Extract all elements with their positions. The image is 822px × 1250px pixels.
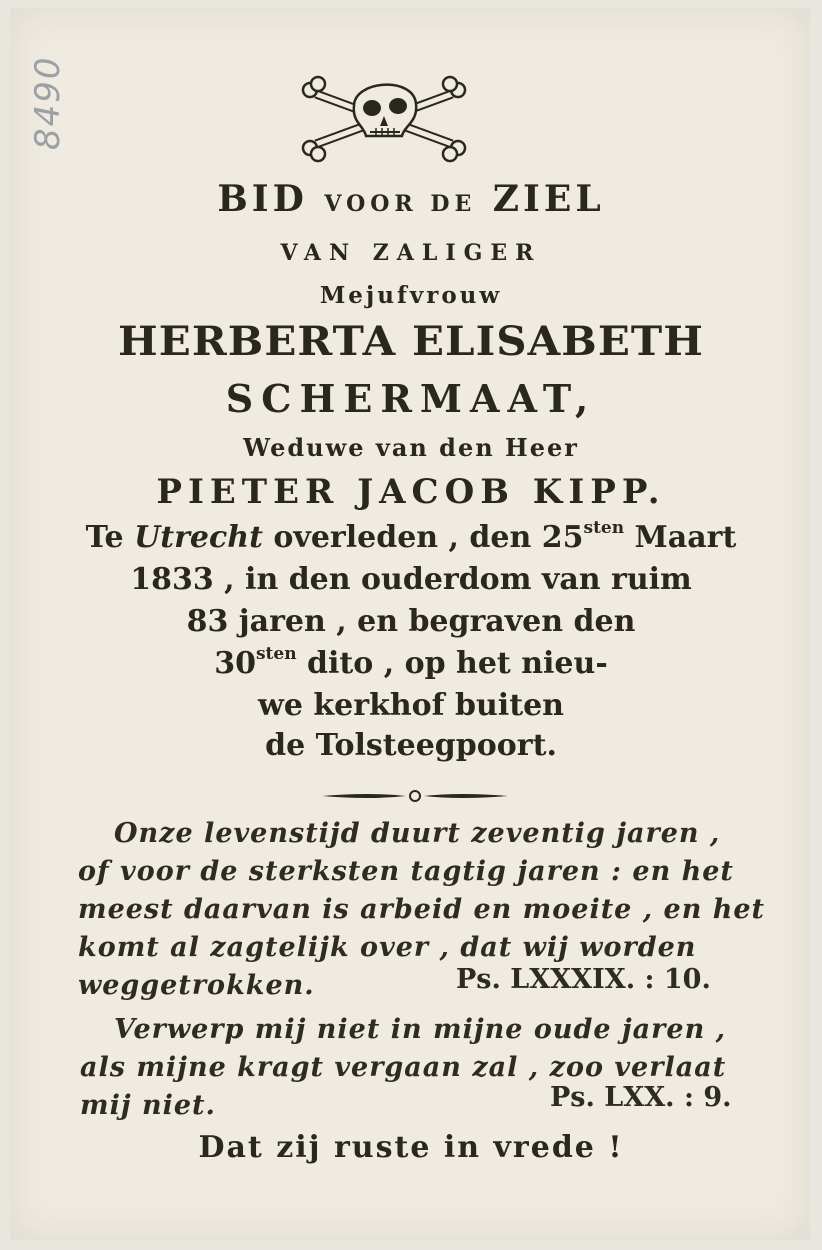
verse2-line: Verwerp mij niet in mijne oude jaren , bbox=[114, 1014, 727, 1045]
honorific: Mejufvrouw bbox=[319, 282, 503, 309]
verse2-line: als mijne kragt vergaan zal , zoo verlaat bbox=[80, 1052, 727, 1083]
verse1-line: of voor de sterksten tagtig jaren : en het bbox=[78, 856, 734, 887]
title-line: BID VOOR DE ZIEL bbox=[217, 178, 605, 220]
deceased-surname: SCHERMAAT, bbox=[225, 376, 597, 421]
skull-and-crossbones-icon bbox=[296, 66, 472, 166]
death-place-date: Te Utrecht overleden , den $25^{sten}$ Maart bbox=[85, 518, 737, 555]
archive-number: 8490 bbox=[28, 55, 68, 150]
verse1-reference: Ps. LXXXIX. : 10. bbox=[456, 964, 711, 995]
cemetery-line: we kerkhof buiten bbox=[258, 688, 564, 723]
burial-line: 83 jaren , en begraven den bbox=[186, 604, 636, 639]
verse1-line: weggetrokken. bbox=[78, 970, 315, 1001]
verse1-line: Onze levenstijd duurt zeventig jaren , bbox=[114, 818, 721, 849]
gate-line: de Tolsteegpoort. bbox=[265, 728, 557, 763]
verse1-line: meest daarvan is arbeid en moeite , en het bbox=[78, 894, 766, 925]
verse2-reference: Ps. LXX. : 9. bbox=[550, 1082, 732, 1113]
ornamental-divider bbox=[320, 786, 510, 806]
death-age-line: 1833 , in den ouderdom van ruim bbox=[130, 562, 692, 597]
verse1-line: komt al zagtelijk over , dat wij worden bbox=[78, 932, 697, 963]
burial-date-line: $30^{sten}$ dito , op het nieu- bbox=[214, 644, 608, 681]
closing-prayer: Dat zij ruste in vrede ! bbox=[198, 1130, 624, 1165]
subtitle-line: VAN ZALIGER bbox=[280, 240, 542, 266]
husband-name: PIETER JACOB KIPP. bbox=[156, 472, 666, 512]
widow-of-line: Weduwe van den Heer bbox=[243, 433, 579, 462]
verse2-line: mij niet. bbox=[80, 1090, 216, 1121]
deceased-name: HERBERTA ELISABETH bbox=[118, 318, 704, 365]
